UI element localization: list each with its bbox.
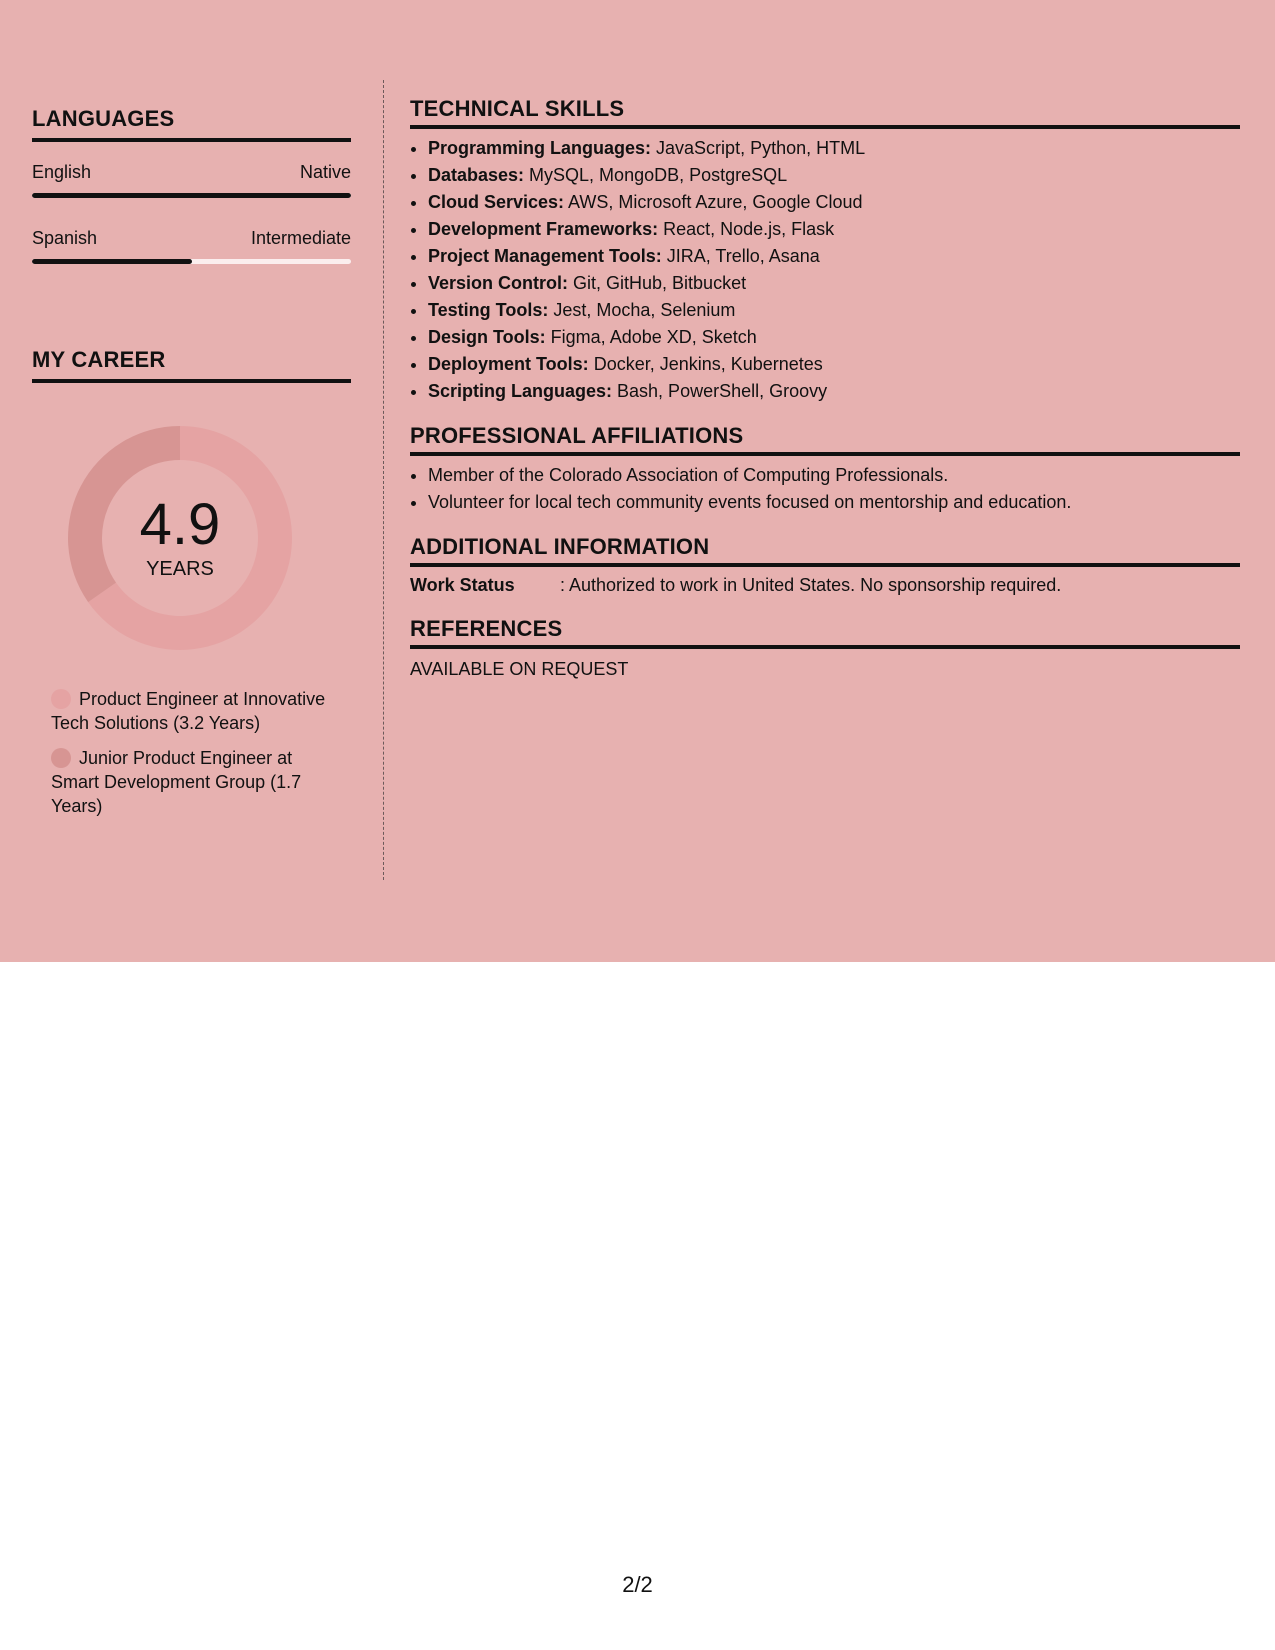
skill-values: JIRA, Trello, Asana (661, 246, 820, 266)
career-legend-item (51, 746, 331, 818)
references-section (410, 616, 1240, 680)
skill-category: Programming Languages: (428, 138, 652, 158)
page-number: 2/2 (622, 1572, 653, 1597)
skill-category: Scripting Languages: (428, 381, 613, 401)
affiliation-item: • Member of the Colorado Association of Computing Professionals. (428, 462, 1240, 489)
skill-item (428, 324, 1240, 351)
references-text: AVAILABLE ON REQUEST (410, 659, 629, 679)
skill-item (428, 378, 1240, 405)
skill-category: Project Management Tools: (428, 246, 662, 266)
language-proficiency-bar (32, 259, 351, 264)
languages-title: LANGUAGES (32, 106, 351, 142)
skill-item (428, 351, 1240, 378)
languages-section (32, 106, 351, 264)
skill-values: MySQL, MongoDB, PostgreSQL (524, 165, 788, 185)
language-proficiency-bar (32, 193, 351, 198)
career-total-unit: YEARS (146, 557, 214, 580)
skills-section (410, 96, 1240, 405)
career-legend-item (51, 687, 331, 735)
language-name: Spanish (32, 228, 98, 248)
references-title: REFERENCES (410, 616, 1240, 649)
language-name: English (32, 162, 92, 182)
legend-dot (51, 689, 71, 709)
affiliations-title: PROFESSIONAL AFFILIATIONS (410, 423, 1240, 456)
skill-category: Design Tools: (428, 327, 546, 347)
language-level: Native (299, 162, 351, 182)
skill-category: Deployment Tools: (428, 354, 589, 374)
skill-item (428, 189, 1240, 216)
skill-values: AWS, Microsoft Azure, Google Cloud (564, 192, 863, 212)
language-proficiency-fill (32, 259, 192, 264)
language-item-english (32, 162, 351, 198)
skill-category: Development Frameworks: (428, 219, 659, 239)
skill-values: Git, GitHub, Bitbucket (568, 273, 747, 293)
language-proficiency-fill (32, 193, 351, 198)
skill-category: Cloud Services: (428, 192, 565, 212)
skill-category: Testing Tools: (428, 300, 549, 320)
affiliations-section (410, 423, 1240, 516)
career-legend-label: Product Engineer at Innovative Tech Solutions (3.2 Years) (51, 689, 326, 733)
skill-values: Bash, PowerShell, Groovy (612, 381, 828, 401)
column-divider (383, 80, 384, 880)
work-status-row (410, 575, 1240, 596)
skill-values: Jest, Mocha, Selenium (548, 300, 736, 320)
skill-item (428, 270, 1240, 297)
career-section (32, 347, 351, 818)
skill-item (428, 243, 1240, 270)
career-legend (32, 687, 351, 818)
skill-values: Docker, Jenkins, Kubernetes (588, 354, 823, 374)
skill-values: Figma, Adobe XD, Sketch (545, 327, 757, 347)
career-total-years: 4.9 (139, 491, 221, 557)
skill-item (428, 162, 1240, 189)
work-status-label: Work Status (410, 575, 515, 595)
skills-title: TECHNICAL SKILLS (410, 96, 1240, 129)
additional-info-title: ADDITIONAL INFORMATION (410, 534, 1240, 567)
work-status-value: : Authorized to work in United States. No sponsorship required. (560, 575, 1062, 595)
skills-list (410, 135, 1240, 405)
skill-item (428, 135, 1240, 162)
skill-item (428, 216, 1240, 243)
career-donut-chart (65, 423, 295, 653)
language-level: Intermediate (250, 228, 351, 248)
skill-category: Databases: (428, 165, 525, 185)
career-legend-label: Junior Product Engineer at Smart Development Group (1.7 Years) (51, 748, 302, 816)
affiliations-list (410, 462, 1240, 516)
language-item-spanish (32, 228, 351, 264)
career-title: MY CAREER (32, 347, 351, 383)
skill-item (428, 297, 1240, 324)
legend-dot (51, 748, 71, 768)
additional-info-section (410, 534, 1240, 596)
skill-values: JavaScript, Python, HTML (651, 138, 866, 158)
affiliation-item: • Volunteer for local tech community events focused on mentorship and education. (428, 489, 1240, 516)
career-total (65, 423, 295, 653)
skill-values: React, Node.js, Flask (658, 219, 835, 239)
skill-category: Version Control: (428, 273, 569, 293)
